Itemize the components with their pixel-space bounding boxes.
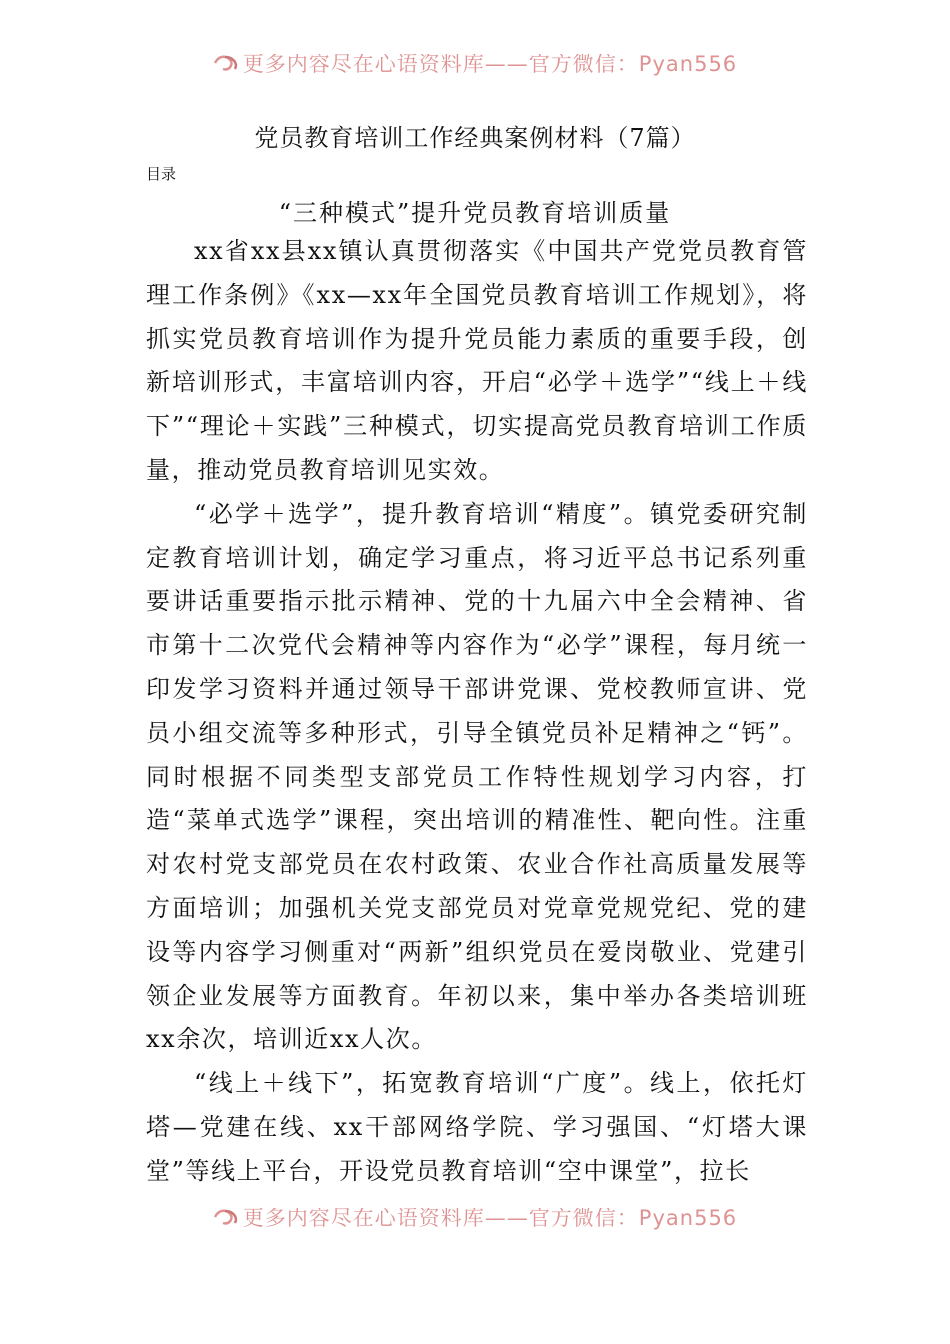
watermark-text: 更多内容尽在心语资料库——官方微信：Pyan556 <box>242 1208 738 1230</box>
paragraph-online-offline: “线上＋线下”，拓宽教育培训“广度”。线上，依托灯塔—党建在线、xx干部网络学院、学习强国、“灯塔大课堂”等线上平台，开设党员教育培训“空中课堂”，拉长 <box>146 1069 808 1185</box>
section-title: “三种模式”提升党员教育培训质量 <box>278 199 672 227</box>
toc-label: 目录 <box>146 165 177 183</box>
watermark-logo-icon <box>213 54 239 73</box>
watermark-logo-icon <box>213 1208 239 1227</box>
footer-watermark <box>0 1208 950 1238</box>
watermark-text: 更多内容尽在心语资料库——官方微信：Pyan556 <box>242 54 738 76</box>
header-watermark <box>0 54 950 84</box>
paragraph-intro: xx省xx县xx镇认真贯彻落实《中国共产党党员教育管理工作条例》《xx—xx年全国党员教育培训工作规划》，将抓实党员教育培训作为提升党员能力素质的重要手段，创新培训形式，丰富培训内容，开启“必学＋选学”“线上＋线下”“理论＋实践”三种模式，切实提高党员教育培训工作质量，推动党员教育培训见实效。 <box>146 237 808 484</box>
paragraph-required-elective: “必学＋选学”，提升教育培训“精度”。镇党委研究制定教育培训计划，确定学习重点，将习近平总书记系列重要讲话重要指示批示精神、党的十九届六中全会精神、省市第十二次党代会精神等内容作为“必学”课程，每月统一印发学习资料并通过领导干部讲党课、党校教师宣讲、党员小组交流等多种形式，引导全镇党员补足精神之“钙”。同时根据不同类型支部党员工作特性规划学习内容，打造“菜单式选学”课程，突出培训的精准性、靶向性。注重对农村党支部党员在农村政策、农业合作社高质量发展等方面培训；加强机关党支部党员对党章党规党纪、党的建设等内容学习侧重对“两新”组织党员在爱岗敬业、党建引领企业发展等方面教育。年初以来，集中举办各类培训班xx余次，培训近xx人次。 <box>146 499 808 1054</box>
document-title: 党员教育培训工作经典案例材料（7篇） <box>254 124 696 152</box>
document-body <box>146 230 808 1194</box>
